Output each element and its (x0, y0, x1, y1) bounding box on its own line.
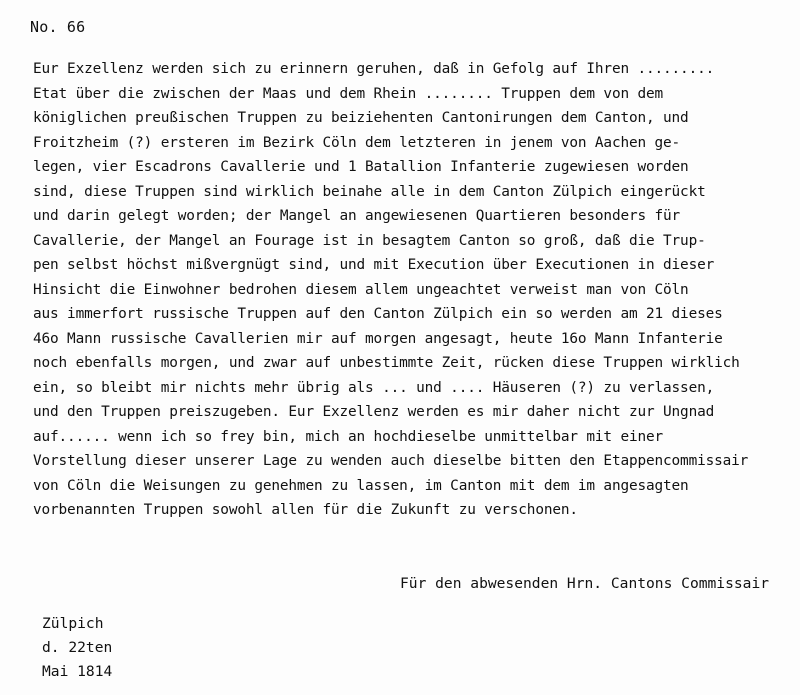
body-line-7: und darin gelegt worden; der Mangel an angewiesenen Quartieren besonders für (33, 208, 681, 224)
date-month-year: Mai 1814 (42, 663, 113, 680)
body-line-11: aus immerfort russische Truppen auf den Canton Zülpich ein so werden am 21 dieses (33, 306, 723, 322)
body-line-18: von Cöln die Weisungen zu genehmen zu lassen, im Canton mit dem im angesagten (33, 478, 689, 494)
body-line-13: noch ebenfalls morgen, und zwar auf unbestimmte Zeit, rücken diese Truppen wirklich (33, 355, 740, 371)
body-line-3: königlichen preußischen Truppen zu beiziehenten Cantonirungen dem Canton, und (33, 110, 689, 126)
body-line-9: pen selbst höchst mißvergnügt sind, und mit Execution über Executionen in dieser (33, 257, 715, 273)
body-line-10: Hinsicht die Einwohner bedrohen diesem allem ungeachtet verweist man von Cöln (33, 282, 689, 298)
body-line-5: legen, vier Escadrons Cavallerie und 1 Batallion Infanterie zugewiesen worden (33, 159, 689, 175)
date-day: d. 22ten (42, 639, 113, 656)
body-line-19: vorbenannten Truppen sowohl allen für die Zukunft zu verschonen. (33, 502, 578, 518)
body-line-15: und den Truppen preiszugeben. Eur Exzellenz werden es mir daher nicht zur Ungnad (33, 404, 715, 420)
body-line-16: auf...... wenn ich so frey bin, mich an hochdieselbe unmittelbar mit einer (33, 429, 664, 445)
place: Zülpich (42, 615, 104, 632)
body-line-1: Eur Exzellenz werden sich zu erinnern geruhen, daß in Gefolg auf Ihren ......... (33, 61, 715, 77)
document-number: No. 66 (30, 18, 86, 36)
body-line-12: 46o Mann russische Cavallerien mir auf morgen angesagt, heute 16o Mann Infanterie (33, 331, 723, 347)
body-line-6: sind, diese Truppen sind wirklich beinahe alle in dem Canton Zülpich eingerückt (33, 184, 706, 200)
body-line-2: Etat über die zwischen der Maas und dem Rhein ........ Truppen dem von dem (33, 86, 664, 102)
place-and-date (42, 612, 112, 684)
body-line-14: ein, so bleibt mir nichts mehr übrig als ... und .... Häuseren (?) zu verlassen, (33, 380, 715, 396)
body-line-17: Vorstellung dieser unserer Lage zu wenden auch dieselbe bitten den Etappencommissair (33, 453, 749, 469)
signature-line: Für den abwesenden Hrn. Cantons Commissair (400, 575, 770, 592)
body-line-8: Cavallerie, der Mangel an Fourage ist in besagtem Canton so groß, daß die Trup- (33, 233, 706, 249)
body-line-4: Froitzheim (?) ersteren im Bezirk Cöln dem letzteren in jenem von Aachen ge- (33, 135, 681, 151)
